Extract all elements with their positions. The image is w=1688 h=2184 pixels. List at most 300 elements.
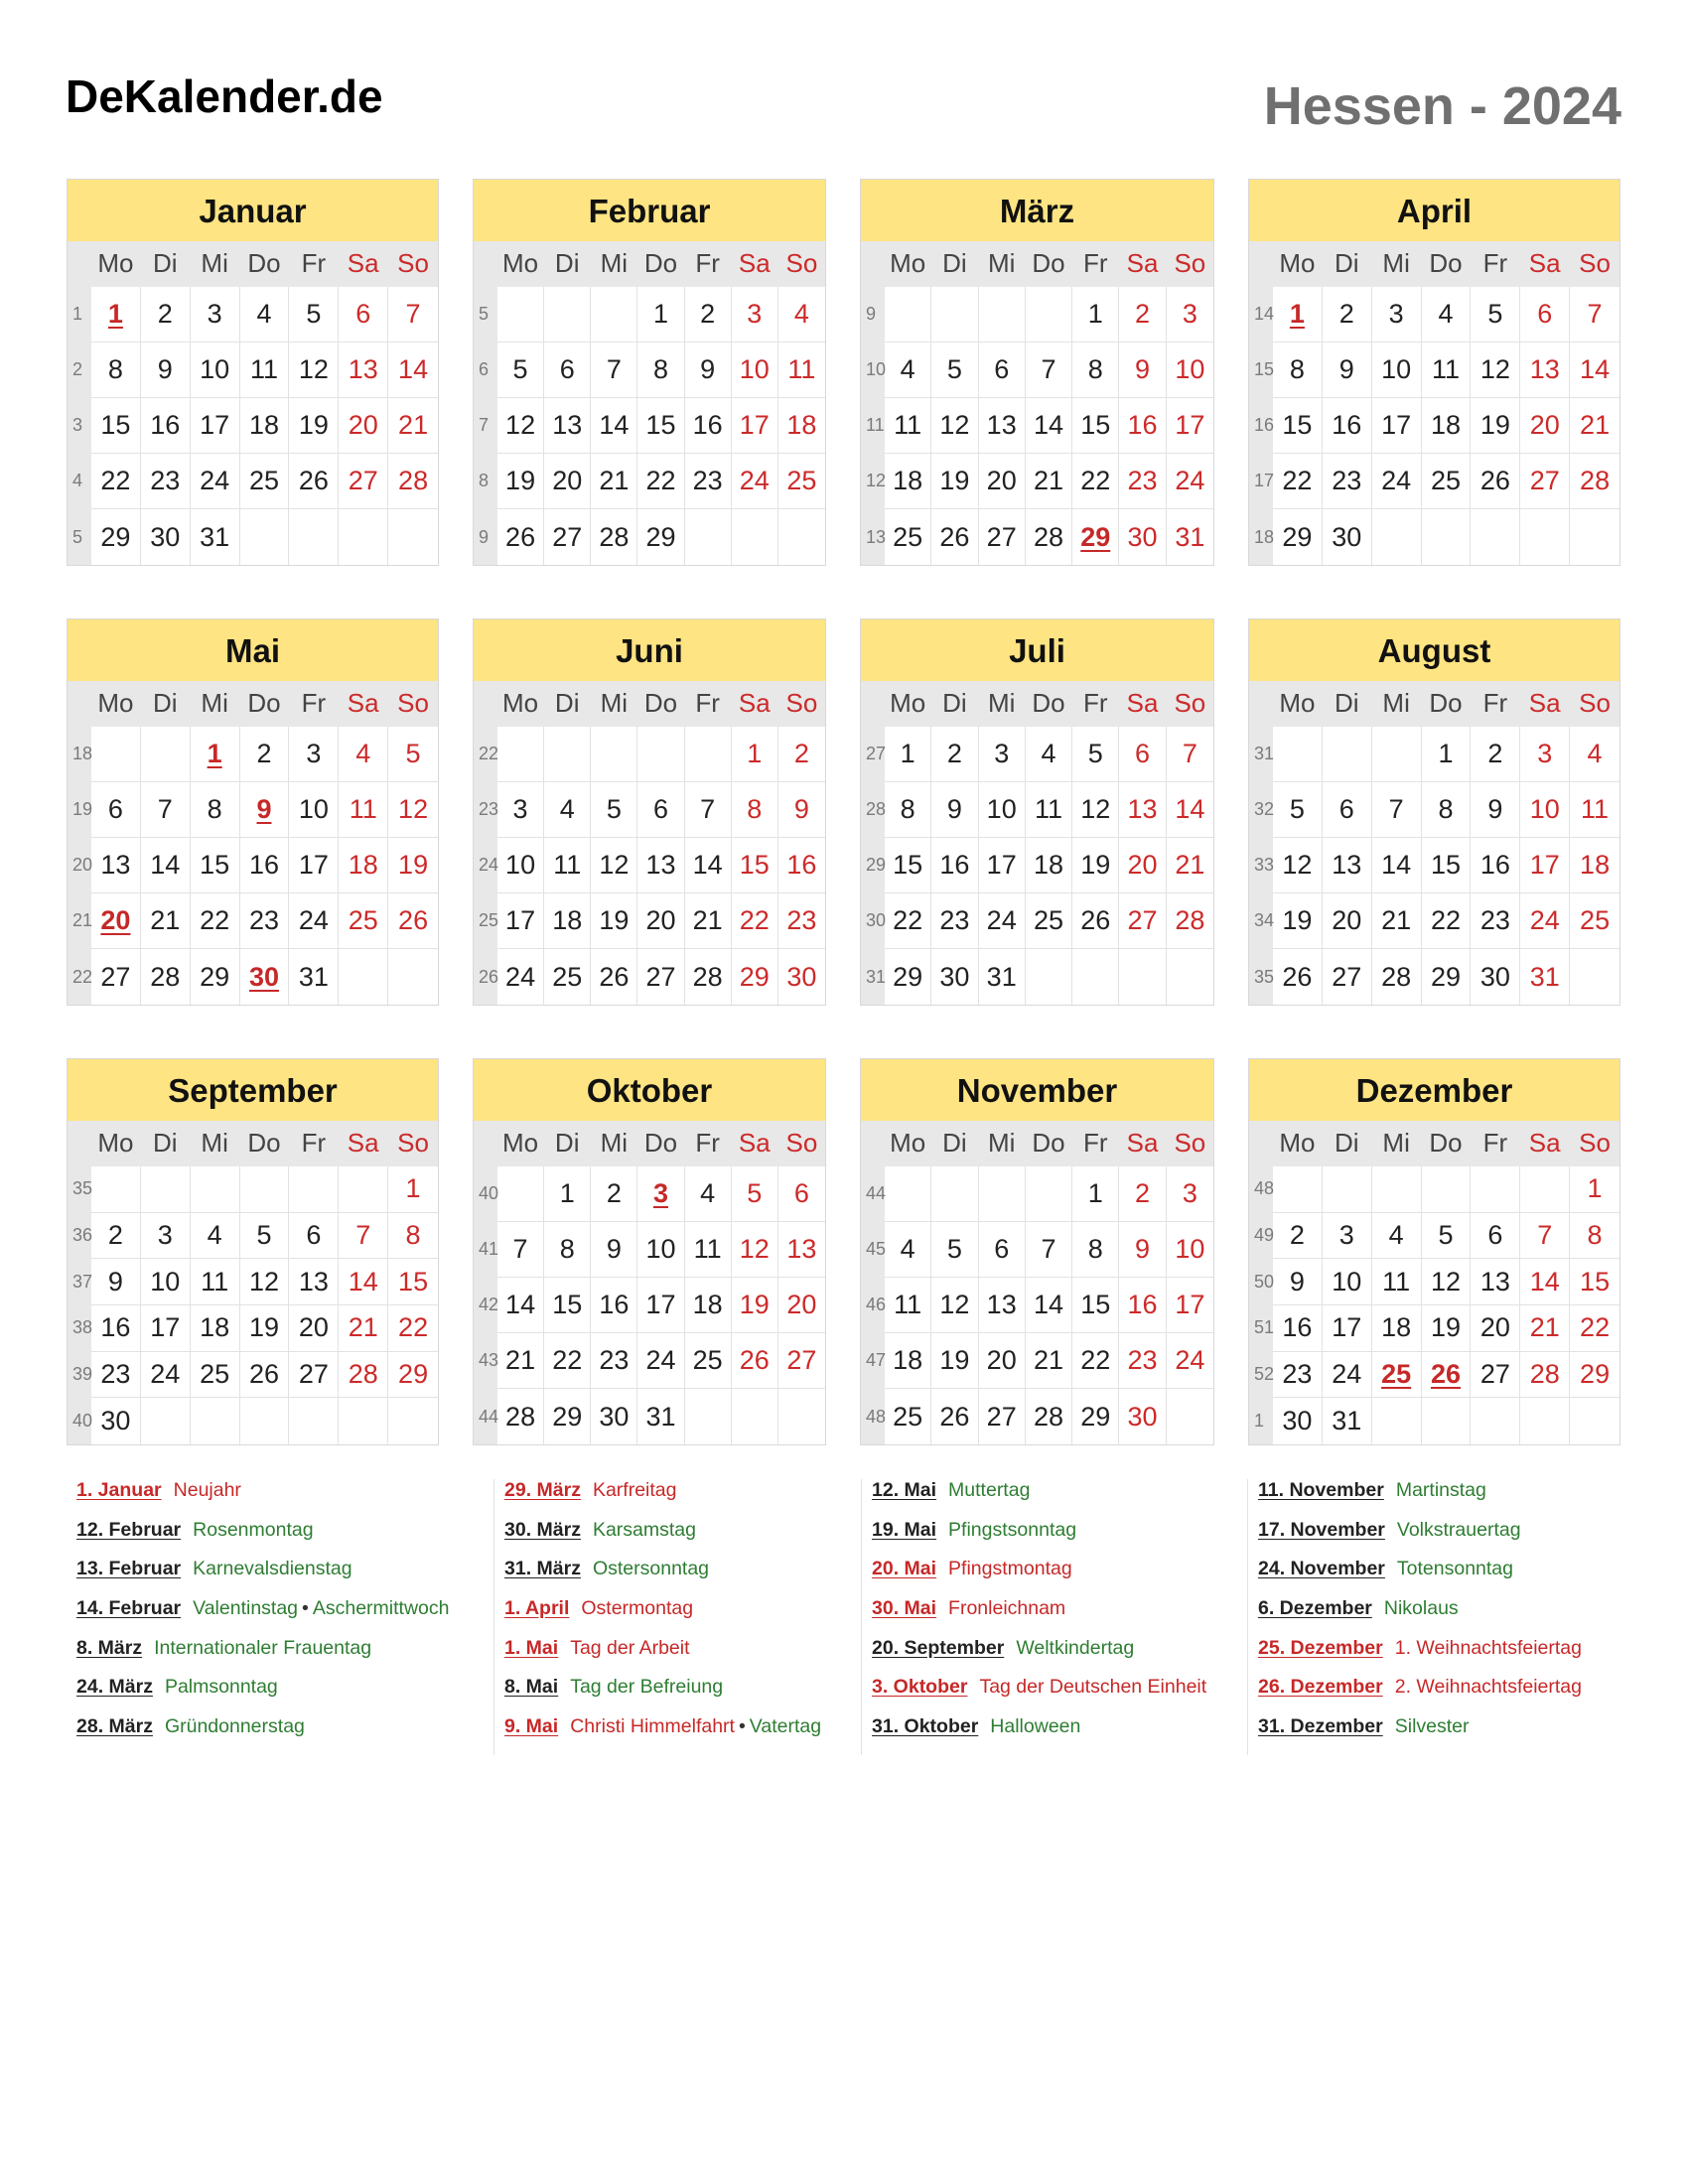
day-cell[interactable] (1422, 454, 1472, 509)
day-cell[interactable] (979, 342, 1026, 398)
day-cell[interactable] (191, 342, 240, 398)
day-cell[interactable] (1471, 1259, 1520, 1305)
day-cell[interactable] (1072, 893, 1119, 949)
day-cell[interactable] (339, 454, 388, 509)
day-cell[interactable] (91, 949, 141, 1005)
day-cell[interactable] (1372, 287, 1422, 342)
day-cell[interactable] (339, 893, 388, 949)
day-cell[interactable] (1273, 398, 1323, 454)
day-cell[interactable] (497, 1389, 544, 1444)
day-cell[interactable] (388, 1166, 438, 1213)
day-cell[interactable] (1119, 727, 1166, 782)
holiday-day-cell[interactable] (1422, 1352, 1472, 1399)
day-cell[interactable] (1072, 287, 1119, 342)
day-cell[interactable] (637, 1333, 684, 1389)
day-cell[interactable] (931, 509, 978, 565)
day-cell[interactable] (191, 838, 240, 893)
day-cell[interactable] (591, 1278, 637, 1333)
day-cell[interactable] (591, 782, 637, 838)
day-cell[interactable] (1422, 782, 1472, 838)
day-cell[interactable] (1119, 893, 1166, 949)
day-cell[interactable] (931, 398, 978, 454)
day-cell[interactable] (637, 454, 684, 509)
day-cell[interactable] (979, 398, 1026, 454)
day-cell[interactable] (637, 398, 684, 454)
day-cell[interactable] (240, 838, 290, 893)
day-cell[interactable] (1323, 398, 1372, 454)
day-cell[interactable] (1026, 1222, 1072, 1278)
day-cell[interactable] (1471, 782, 1520, 838)
day-cell[interactable] (685, 782, 732, 838)
day-cell[interactable] (289, 398, 339, 454)
day-cell[interactable] (91, 454, 141, 509)
day-cell[interactable] (191, 509, 240, 565)
day-cell[interactable] (591, 1333, 637, 1389)
day-cell[interactable] (1422, 398, 1472, 454)
day-cell[interactable] (1167, 838, 1213, 893)
day-cell[interactable] (1372, 1213, 1422, 1260)
day-cell[interactable] (1520, 1352, 1570, 1399)
day-cell[interactable] (339, 727, 388, 782)
day-cell[interactable] (141, 949, 191, 1005)
day-cell[interactable] (979, 893, 1026, 949)
day-cell[interactable] (1422, 342, 1472, 398)
day-cell[interactable] (1570, 893, 1619, 949)
day-cell[interactable] (1570, 454, 1619, 509)
day-cell[interactable] (1072, 454, 1119, 509)
day-cell[interactable] (1167, 1278, 1213, 1333)
day-cell[interactable] (885, 509, 931, 565)
day-cell[interactable] (979, 1389, 1026, 1444)
day-cell[interactable] (91, 398, 141, 454)
day-cell[interactable] (388, 1213, 438, 1260)
day-cell[interactable] (1520, 893, 1570, 949)
day-cell[interactable] (1119, 838, 1166, 893)
day-cell[interactable] (1372, 893, 1422, 949)
day-cell[interactable] (1471, 838, 1520, 893)
day-cell[interactable] (685, 1166, 732, 1222)
day-cell[interactable] (240, 1305, 290, 1352)
day-cell[interactable] (685, 454, 732, 509)
day-cell[interactable] (1471, 893, 1520, 949)
day-cell[interactable] (1471, 1213, 1520, 1260)
day-cell[interactable] (141, 838, 191, 893)
day-cell[interactable] (141, 1259, 191, 1305)
day-cell[interactable] (1570, 1213, 1619, 1260)
day-cell[interactable] (979, 727, 1026, 782)
day-cell[interactable] (637, 342, 684, 398)
day-cell[interactable] (685, 287, 732, 342)
day-cell[interactable] (388, 782, 438, 838)
day-cell[interactable] (240, 287, 290, 342)
day-cell[interactable] (1471, 1305, 1520, 1352)
day-cell[interactable] (931, 1389, 978, 1444)
day-cell[interactable] (1323, 287, 1372, 342)
day-cell[interactable] (91, 342, 141, 398)
day-cell[interactable] (91, 1352, 141, 1399)
day-cell[interactable] (289, 782, 339, 838)
day-cell[interactable] (1026, 509, 1072, 565)
day-cell[interactable] (240, 454, 290, 509)
day-cell[interactable] (1372, 454, 1422, 509)
day-cell[interactable] (685, 893, 732, 949)
day-cell[interactable] (1422, 727, 1472, 782)
day-cell[interactable] (778, 949, 825, 1005)
day-cell[interactable] (339, 342, 388, 398)
day-cell[interactable] (1167, 509, 1213, 565)
day-cell[interactable] (497, 509, 544, 565)
day-cell[interactable] (1072, 398, 1119, 454)
day-cell[interactable] (732, 1166, 778, 1222)
day-cell[interactable] (931, 342, 978, 398)
day-cell[interactable] (191, 1352, 240, 1399)
day-cell[interactable] (544, 1278, 591, 1333)
day-cell[interactable] (497, 342, 544, 398)
day-cell[interactable] (544, 454, 591, 509)
holiday-day-cell[interactable] (91, 287, 141, 342)
day-cell[interactable] (1422, 949, 1472, 1005)
day-cell[interactable] (637, 782, 684, 838)
day-cell[interactable] (1273, 893, 1323, 949)
day-cell[interactable] (1372, 1259, 1422, 1305)
day-cell[interactable] (1026, 1333, 1072, 1389)
day-cell[interactable] (1520, 454, 1570, 509)
day-cell[interactable] (289, 1305, 339, 1352)
day-cell[interactable] (388, 342, 438, 398)
day-cell[interactable] (1026, 454, 1072, 509)
day-cell[interactable] (1273, 1398, 1323, 1444)
day-cell[interactable] (1520, 398, 1570, 454)
day-cell[interactable] (289, 1213, 339, 1260)
day-cell[interactable] (497, 838, 544, 893)
day-cell[interactable] (778, 1166, 825, 1222)
day-cell[interactable] (1026, 342, 1072, 398)
day-cell[interactable] (544, 1166, 591, 1222)
day-cell[interactable] (1372, 1305, 1422, 1352)
day-cell[interactable] (778, 454, 825, 509)
day-cell[interactable] (1471, 1352, 1520, 1399)
day-cell[interactable] (1167, 287, 1213, 342)
day-cell[interactable] (1323, 782, 1372, 838)
day-cell[interactable] (1072, 1389, 1119, 1444)
day-cell[interactable] (1323, 454, 1372, 509)
day-cell[interactable] (1167, 1222, 1213, 1278)
day-cell[interactable] (1072, 1222, 1119, 1278)
day-cell[interactable] (339, 782, 388, 838)
day-cell[interactable] (778, 342, 825, 398)
day-cell[interactable] (388, 838, 438, 893)
day-cell[interactable] (885, 1222, 931, 1278)
day-cell[interactable] (1119, 1333, 1166, 1389)
day-cell[interactable] (1072, 1278, 1119, 1333)
day-cell[interactable] (497, 893, 544, 949)
day-cell[interactable] (1167, 398, 1213, 454)
day-cell[interactable] (1520, 1213, 1570, 1260)
day-cell[interactable] (191, 949, 240, 1005)
day-cell[interactable] (931, 454, 978, 509)
day-cell[interactable] (685, 1222, 732, 1278)
day-cell[interactable] (141, 342, 191, 398)
day-cell[interactable] (732, 1333, 778, 1389)
day-cell[interactable] (685, 949, 732, 1005)
day-cell[interactable] (1323, 838, 1372, 893)
day-cell[interactable] (931, 782, 978, 838)
day-cell[interactable] (289, 1259, 339, 1305)
day-cell[interactable] (1570, 727, 1619, 782)
day-cell[interactable] (1273, 454, 1323, 509)
day-cell[interactable] (289, 454, 339, 509)
day-cell[interactable] (1570, 838, 1619, 893)
day-cell[interactable] (1119, 454, 1166, 509)
day-cell[interactable] (544, 398, 591, 454)
day-cell[interactable] (778, 398, 825, 454)
day-cell[interactable] (1372, 782, 1422, 838)
day-cell[interactable] (91, 1213, 141, 1260)
day-cell[interactable] (931, 949, 978, 1005)
day-cell[interactable] (1119, 342, 1166, 398)
day-cell[interactable] (885, 893, 931, 949)
day-cell[interactable] (1026, 1389, 1072, 1444)
day-cell[interactable] (339, 1305, 388, 1352)
day-cell[interactable] (141, 1305, 191, 1352)
day-cell[interactable] (1072, 1166, 1119, 1222)
day-cell[interactable] (979, 949, 1026, 1005)
day-cell[interactable] (885, 949, 931, 1005)
day-cell[interactable] (778, 838, 825, 893)
holiday-day-cell[interactable] (1273, 287, 1323, 342)
day-cell[interactable] (1119, 509, 1166, 565)
holiday-day-cell[interactable] (1072, 509, 1119, 565)
day-cell[interactable] (778, 1333, 825, 1389)
day-cell[interactable] (1167, 1333, 1213, 1389)
day-cell[interactable] (1026, 838, 1072, 893)
day-cell[interactable] (91, 1259, 141, 1305)
day-cell[interactable] (1570, 1305, 1619, 1352)
day-cell[interactable] (240, 342, 290, 398)
day-cell[interactable] (91, 1398, 141, 1444)
day-cell[interactable] (637, 838, 684, 893)
day-cell[interactable] (388, 727, 438, 782)
day-cell[interactable] (685, 1278, 732, 1333)
day-cell[interactable] (388, 287, 438, 342)
day-cell[interactable] (979, 1278, 1026, 1333)
day-cell[interactable] (591, 893, 637, 949)
day-cell[interactable] (1273, 1305, 1323, 1352)
day-cell[interactable] (979, 838, 1026, 893)
day-cell[interactable] (732, 1222, 778, 1278)
day-cell[interactable] (1167, 454, 1213, 509)
day-cell[interactable] (931, 838, 978, 893)
day-cell[interactable] (732, 287, 778, 342)
day-cell[interactable] (289, 1352, 339, 1399)
day-cell[interactable] (1471, 454, 1520, 509)
day-cell[interactable] (1570, 287, 1619, 342)
day-cell[interactable] (240, 1213, 290, 1260)
day-cell[interactable] (885, 454, 931, 509)
day-cell[interactable] (1520, 1259, 1570, 1305)
day-cell[interactable] (732, 949, 778, 1005)
day-cell[interactable] (1422, 287, 1472, 342)
day-cell[interactable] (1520, 782, 1570, 838)
day-cell[interactable] (1520, 342, 1570, 398)
day-cell[interactable] (240, 398, 290, 454)
day-cell[interactable] (1471, 398, 1520, 454)
day-cell[interactable] (191, 1259, 240, 1305)
day-cell[interactable] (591, 398, 637, 454)
day-cell[interactable] (1422, 893, 1472, 949)
day-cell[interactable] (497, 398, 544, 454)
day-cell[interactable] (1422, 838, 1472, 893)
day-cell[interactable] (885, 1389, 931, 1444)
day-cell[interactable] (544, 893, 591, 949)
day-cell[interactable] (1273, 342, 1323, 398)
day-cell[interactable] (1372, 838, 1422, 893)
day-cell[interactable] (1273, 949, 1323, 1005)
day-cell[interactable] (1273, 838, 1323, 893)
day-cell[interactable] (141, 454, 191, 509)
day-cell[interactable] (1323, 342, 1372, 398)
day-cell[interactable] (1026, 727, 1072, 782)
day-cell[interactable] (931, 893, 978, 949)
day-cell[interactable] (1323, 1352, 1372, 1399)
day-cell[interactable] (591, 342, 637, 398)
day-cell[interactable] (1323, 1305, 1372, 1352)
day-cell[interactable] (1167, 1166, 1213, 1222)
day-cell[interactable] (141, 287, 191, 342)
day-cell[interactable] (191, 398, 240, 454)
day-cell[interactable] (778, 1278, 825, 1333)
day-cell[interactable] (91, 509, 141, 565)
day-cell[interactable] (1520, 949, 1570, 1005)
day-cell[interactable] (240, 727, 290, 782)
day-cell[interactable] (637, 1278, 684, 1333)
day-cell[interactable] (141, 782, 191, 838)
day-cell[interactable] (979, 454, 1026, 509)
day-cell[interactable] (1471, 342, 1520, 398)
day-cell[interactable] (1072, 838, 1119, 893)
day-cell[interactable] (732, 893, 778, 949)
day-cell[interactable] (388, 398, 438, 454)
day-cell[interactable] (1570, 398, 1619, 454)
day-cell[interactable] (191, 1305, 240, 1352)
day-cell[interactable] (1570, 1352, 1619, 1399)
day-cell[interactable] (885, 342, 931, 398)
day-cell[interactable] (1167, 782, 1213, 838)
holiday-day-cell[interactable] (240, 949, 290, 1005)
day-cell[interactable] (885, 727, 931, 782)
day-cell[interactable] (732, 398, 778, 454)
day-cell[interactable] (91, 782, 141, 838)
day-cell[interactable] (1520, 838, 1570, 893)
day-cell[interactable] (591, 509, 637, 565)
day-cell[interactable] (1119, 398, 1166, 454)
day-cell[interactable] (497, 454, 544, 509)
day-cell[interactable] (1026, 893, 1072, 949)
day-cell[interactable] (732, 454, 778, 509)
day-cell[interactable] (1422, 1259, 1472, 1305)
day-cell[interactable] (141, 1352, 191, 1399)
day-cell[interactable] (732, 342, 778, 398)
day-cell[interactable] (685, 838, 732, 893)
day-cell[interactable] (979, 782, 1026, 838)
day-cell[interactable] (191, 782, 240, 838)
holiday-day-cell[interactable] (1372, 1352, 1422, 1399)
day-cell[interactable] (1323, 949, 1372, 1005)
day-cell[interactable] (497, 1222, 544, 1278)
day-cell[interactable] (1072, 727, 1119, 782)
day-cell[interactable] (1119, 1278, 1166, 1333)
day-cell[interactable] (388, 1259, 438, 1305)
day-cell[interactable] (497, 782, 544, 838)
day-cell[interactable] (240, 1352, 290, 1399)
holiday-day-cell[interactable] (191, 727, 240, 782)
day-cell[interactable] (1372, 949, 1422, 1005)
day-cell[interactable] (931, 1333, 978, 1389)
day-cell[interactable] (1273, 509, 1323, 565)
day-cell[interactable] (1372, 342, 1422, 398)
day-cell[interactable] (289, 893, 339, 949)
day-cell[interactable] (778, 1222, 825, 1278)
day-cell[interactable] (1072, 1333, 1119, 1389)
day-cell[interactable] (91, 838, 141, 893)
day-cell[interactable] (191, 454, 240, 509)
day-cell[interactable] (885, 398, 931, 454)
day-cell[interactable] (544, 949, 591, 1005)
day-cell[interactable] (1323, 1213, 1372, 1260)
day-cell[interactable] (191, 287, 240, 342)
day-cell[interactable] (885, 782, 931, 838)
day-cell[interactable] (1372, 398, 1422, 454)
day-cell[interactable] (637, 1222, 684, 1278)
day-cell[interactable] (544, 1222, 591, 1278)
day-cell[interactable] (339, 838, 388, 893)
day-cell[interactable] (778, 782, 825, 838)
day-cell[interactable] (685, 398, 732, 454)
day-cell[interactable] (931, 727, 978, 782)
day-cell[interactable] (191, 893, 240, 949)
day-cell[interactable] (388, 1305, 438, 1352)
day-cell[interactable] (931, 1222, 978, 1278)
day-cell[interactable] (1273, 1213, 1323, 1260)
day-cell[interactable] (637, 893, 684, 949)
day-cell[interactable] (544, 1333, 591, 1389)
day-cell[interactable] (591, 838, 637, 893)
day-cell[interactable] (544, 342, 591, 398)
day-cell[interactable] (544, 782, 591, 838)
day-cell[interactable] (1570, 1259, 1619, 1305)
day-cell[interactable] (388, 454, 438, 509)
day-cell[interactable] (591, 949, 637, 1005)
day-cell[interactable] (240, 1259, 290, 1305)
day-cell[interactable] (1323, 1259, 1372, 1305)
day-cell[interactable] (1072, 782, 1119, 838)
day-cell[interactable] (497, 1278, 544, 1333)
day-cell[interactable] (289, 949, 339, 1005)
day-cell[interactable] (1119, 1166, 1166, 1222)
day-cell[interactable] (1520, 727, 1570, 782)
day-cell[interactable] (339, 1259, 388, 1305)
day-cell[interactable] (1119, 782, 1166, 838)
day-cell[interactable] (497, 1333, 544, 1389)
day-cell[interactable] (732, 727, 778, 782)
day-cell[interactable] (289, 287, 339, 342)
day-cell[interactable] (979, 1222, 1026, 1278)
day-cell[interactable] (544, 509, 591, 565)
day-cell[interactable] (1119, 1222, 1166, 1278)
day-cell[interactable] (339, 1213, 388, 1260)
day-cell[interactable] (339, 398, 388, 454)
day-cell[interactable] (1026, 782, 1072, 838)
